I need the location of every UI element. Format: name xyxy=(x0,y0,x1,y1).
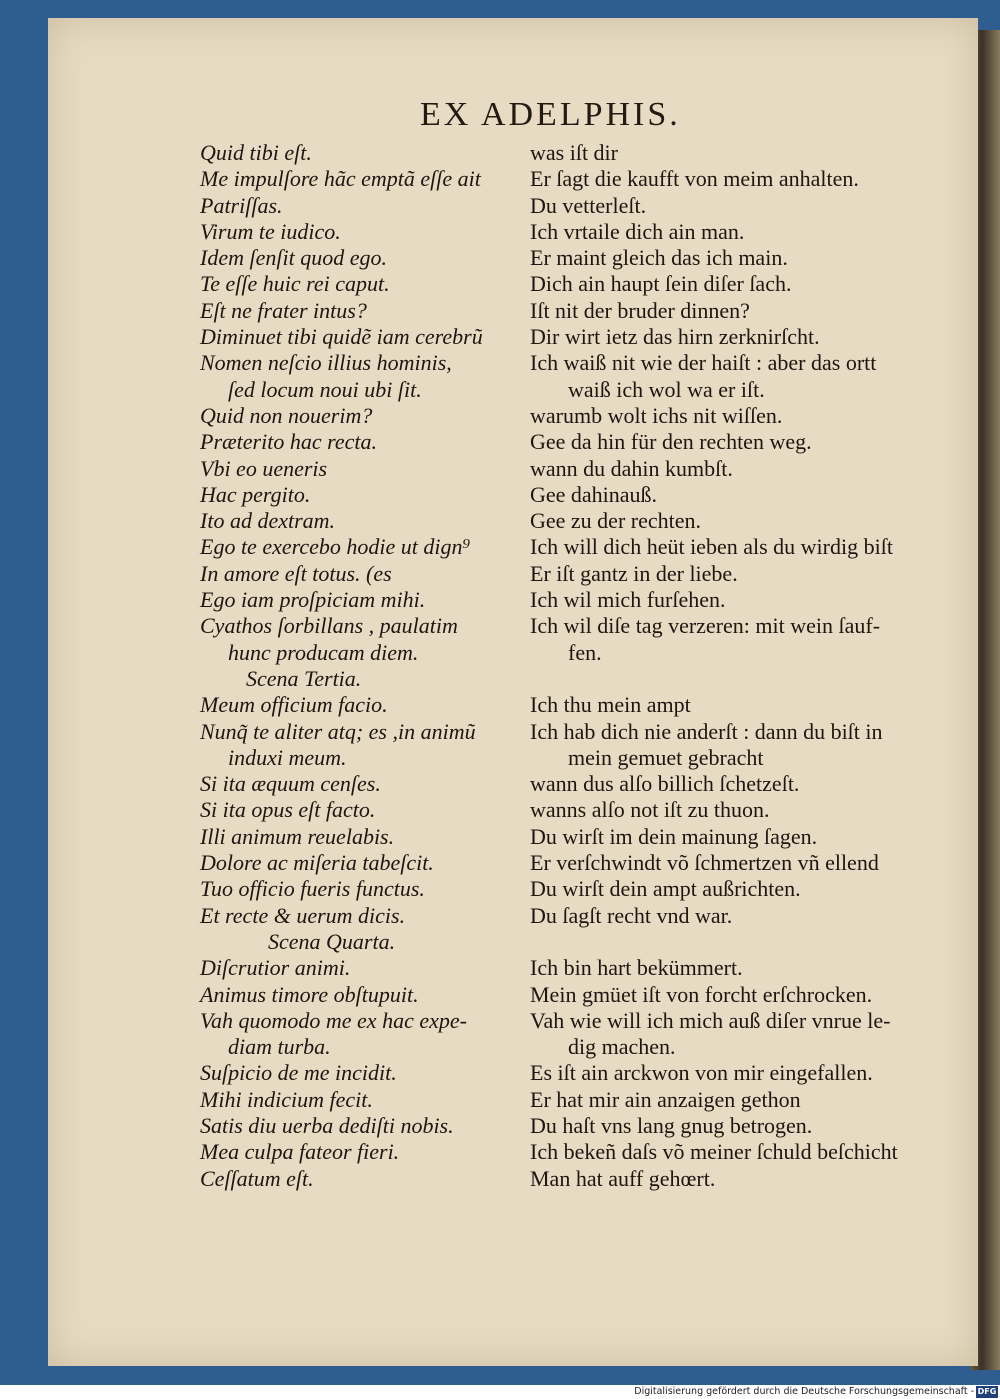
german-line xyxy=(478,666,968,692)
german-column xyxy=(478,140,968,1192)
german-line: Gee zu der rechten. xyxy=(530,508,702,534)
latin-line: Quid non nouerim? xyxy=(200,402,373,428)
latin-line: Scena Quarta. xyxy=(268,928,396,954)
german-line: Er hat mir ain anzaigen gethon xyxy=(530,1086,801,1112)
german-line: fen. xyxy=(568,639,602,665)
german-line: waiß ich wol wa er iſt. xyxy=(568,376,765,402)
german-line: Er ſagt die kaufft von meim anhalten. xyxy=(530,166,859,192)
latin-line: Ego te exercebo hodie ut dign⁹ xyxy=(200,534,471,560)
latin-line: Diminuet tibi quidẽ iam cerebrũ xyxy=(200,324,483,350)
latin-line: Idem ſenſit quod ego. xyxy=(200,245,387,271)
latin-line: Diſcrutior animi. xyxy=(200,955,351,981)
german-line: Gee dahinauß. xyxy=(530,481,658,507)
latin-line: Virum te iudico. xyxy=(200,218,341,244)
latin-line: Mea culpa fateor fieri. xyxy=(200,1139,400,1165)
dfg-logo: DFG xyxy=(977,1387,997,1396)
latin-line: Vbi eo ueneris xyxy=(200,455,328,481)
german-line: Iſt nit der bruder dinnen? xyxy=(530,297,750,323)
german-line: Ich bekeñ daſs võ meiner ſchuld beſchicht xyxy=(530,1139,898,1165)
latin-line: Dolore ac miſeria tabeſcit. xyxy=(200,850,434,876)
german-line: Ich wil diſe tag verzeren: mit wein ſauf- xyxy=(530,613,881,639)
running-head: EX ADELPHIS. xyxy=(420,96,681,133)
latin-line: In amore eſt totus. (es xyxy=(200,560,392,586)
german-line: Ich bin hart bekümmert. xyxy=(530,955,743,981)
german-line: Vah wie will ich mich auß diſer vnrue le- xyxy=(530,1007,891,1033)
german-line: Ich vrtaile dich ain man. xyxy=(530,218,745,244)
latin-line: Cyathos ſorbillans , paulatim xyxy=(200,613,458,639)
latin-line: Et recte & uerum dicis. xyxy=(200,902,406,928)
latin-line: induxi meum. xyxy=(228,744,347,770)
german-line: Ich hab dich nie anderſt : dann du biſt in xyxy=(530,718,883,744)
latin-line: Meum officium facio. xyxy=(200,692,388,718)
latin-line: Ceſſatum eſt. xyxy=(200,1165,314,1191)
latin-line: Ego iam proſpiciam mihi. xyxy=(200,587,426,613)
german-line: wann dus alſo billich ſchetzeſt. xyxy=(530,771,800,797)
latin-line: hunc producam diem. xyxy=(228,639,419,665)
german-line: Dich ain haupt ſein diſer ſach. xyxy=(530,271,792,297)
german-line: Gee da hin für den rechten weg. xyxy=(530,429,812,455)
latin-line: Si ita opus eſt facto. xyxy=(200,797,376,823)
german-line: was iſt dir xyxy=(530,140,618,165)
latin-line: ſed locum noui ubi ſit. xyxy=(228,376,422,402)
german-line: Du wirſt dein ampt außrichten. xyxy=(530,876,801,902)
footer-credit: Digitalisierung gefördert durch die Deutsche Forschungsgemeinschaft - xyxy=(634,1386,974,1397)
german-line: wann du dahin kumbſt. xyxy=(530,455,733,481)
german-line: Er iſt gantz in der liebe. xyxy=(530,560,738,586)
latin-line: Me impulſore hãc emptã eſſe ait xyxy=(200,166,481,192)
latin-line: Mihi indicium fecit. xyxy=(200,1086,373,1112)
german-line xyxy=(478,929,968,955)
latin-line: Eſt ne frater intus? xyxy=(200,297,367,323)
latin-line: Animus timore obſtupuit. xyxy=(200,981,419,1007)
german-line: Du haſt vns lang gnug betrogen. xyxy=(530,1112,813,1138)
german-line: Man hat auff gehœrt. xyxy=(530,1165,716,1191)
german-line: wanns alſo not iſt zu thuon. xyxy=(530,797,770,823)
german-line: Er maint gleich das ich main. xyxy=(530,245,788,271)
german-line: Du vetterleſt. xyxy=(530,192,647,218)
latin-column xyxy=(138,140,518,1192)
german-line: mein gemuet gebracht xyxy=(568,744,764,770)
latin-line: Hac pergito. xyxy=(200,481,311,507)
german-line: Du ſagſt recht vnd war. xyxy=(530,902,733,928)
german-line: Mein gmüet iſt von forcht erſchrocken. xyxy=(530,981,873,1007)
german-line: Du wirſt im dein mainung ſagen. xyxy=(530,823,818,849)
latin-line: Ito ad dextram. xyxy=(200,508,336,534)
german-line: Er verſchwindt võ ſchmertzen vñ ellend xyxy=(530,850,879,876)
latin-line: Scena Tertia. xyxy=(246,665,362,691)
german-line: Ich thu mein ampt xyxy=(530,692,691,718)
latin-line: Suſpicio de me incidit. xyxy=(200,1060,397,1086)
latin-line: Vah quomodo me ex hac expe- xyxy=(200,1007,467,1033)
german-line: dig machen. xyxy=(568,1034,676,1060)
german-line: Dir wirt ietz das hirn zerknirſcht. xyxy=(530,324,820,350)
latin-line: Te eſſe huic rei caput. xyxy=(200,271,390,297)
german-line: Es iſt ain arckwon von mir eingefallen. xyxy=(530,1060,873,1086)
latin-line: Nomen neſcio illius hominis, xyxy=(200,350,452,376)
latin-line: Illi animum reuelabis. xyxy=(200,823,395,849)
latin-line: Præterito hac recta. xyxy=(200,429,377,455)
german-line: warumb wolt ichs nit wiſſen. xyxy=(530,402,783,428)
latin-line: Quid tibi eſt. xyxy=(200,140,312,165)
latin-line: Patriſſas. xyxy=(200,192,283,218)
latin-line: diam turba. xyxy=(228,1034,331,1060)
german-line: Ich waiß nit wie der haiſt : aber das ortt xyxy=(530,350,877,376)
latin-line: Nunq̃ te aliter atq; es ,in animũ xyxy=(200,718,476,744)
latin-line: Satis diu uerba dediſti nobis. xyxy=(200,1112,454,1138)
german-line: Ich will dich heüt ieben als du wirdig biſt xyxy=(530,534,893,560)
german-line: Ich wil mich furſehen. xyxy=(530,587,726,613)
latin-line: Tuo officio fueris functus. xyxy=(200,876,425,902)
latin-line: Si ita æquum cenſes. xyxy=(200,771,381,797)
